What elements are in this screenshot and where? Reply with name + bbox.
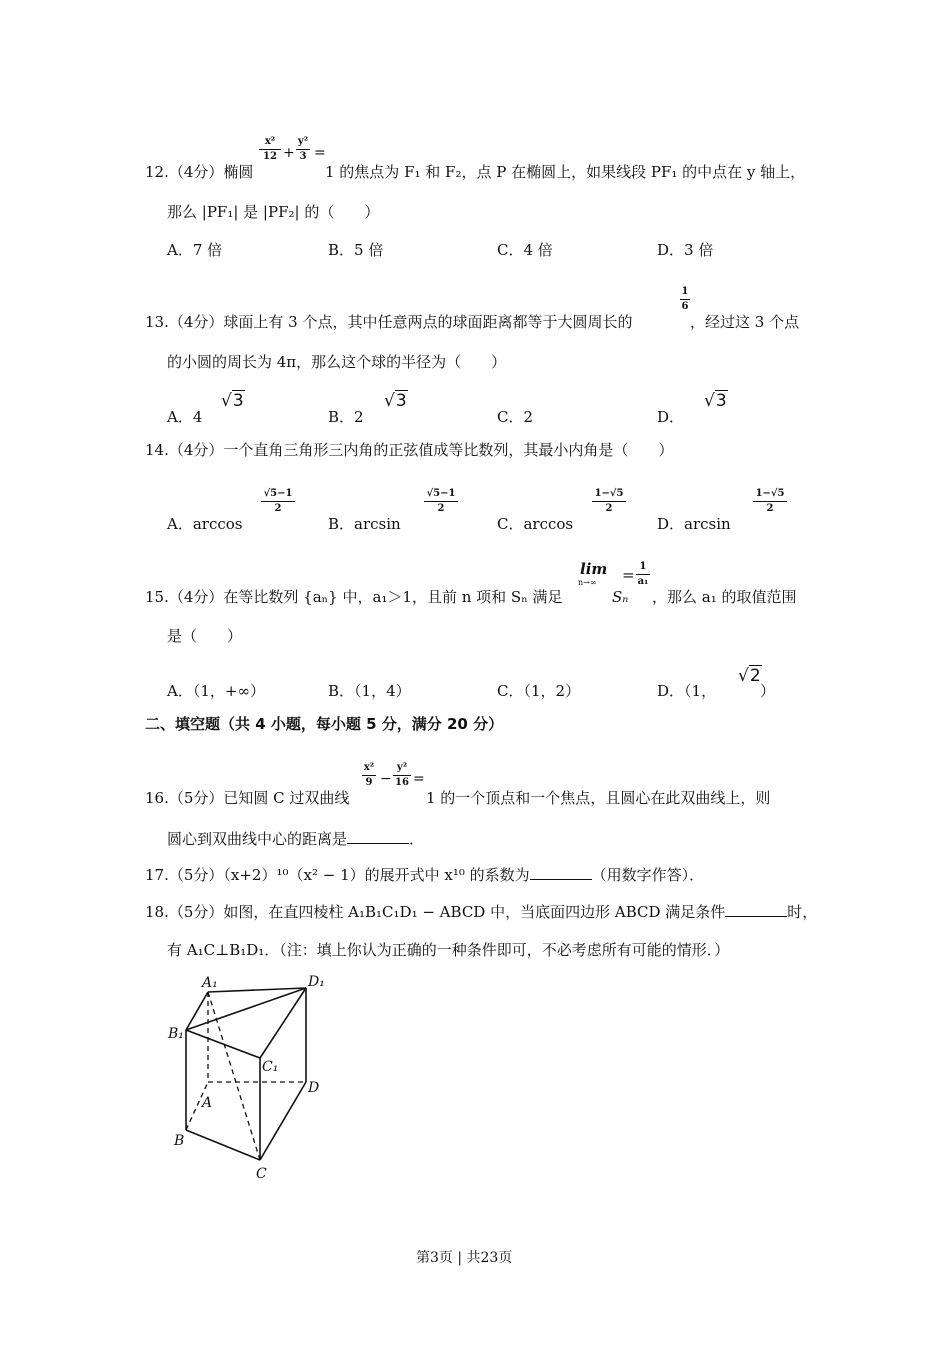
- q16-frac-y2-over-16: [393, 762, 411, 789]
- q16-frac1-den: 9: [365, 777, 373, 788]
- q16-frac-x2-over-9: [362, 762, 376, 789]
- q14-frac-c-num: 1−√5: [594, 488, 624, 499]
- q12-option-b: B．5 倍: [328, 241, 384, 259]
- q16-frac2-num: y²: [396, 762, 408, 773]
- q14-frac-a-num: √5−1: [263, 488, 293, 499]
- q12-rest: 1 的焦点为 F₁ 和 F₂，点 P 在椭圆上，如果线段 PF₁ 的中点在 y 轴上，: [325, 163, 806, 181]
- q13-radicand-a: 3: [232, 391, 244, 411]
- q14-option-d: D．arcsin: [657, 515, 731, 533]
- q16-rest: 1 的一个顶点和一个焦点，且圆心在此双曲线上，则: [426, 789, 771, 807]
- q16-answer-blank: [347, 829, 409, 844]
- prism-figure: [160, 970, 360, 1190]
- q12-option-d: D．3 倍: [657, 241, 714, 259]
- diagonal-a1-c-hidden: [208, 992, 260, 1160]
- q14-option-c: C．arccos: [497, 515, 574, 533]
- q17-line: [145, 864, 704, 885]
- q15-option-d-tail: ）: [760, 682, 776, 700]
- q14-frac-d-num: 1−√5: [755, 488, 785, 499]
- q14-frac-c-den: 2: [605, 503, 613, 514]
- q12-eq: =: [314, 145, 326, 161]
- q13-option-a: A．4: [167, 408, 203, 426]
- q15-line2: 是（ ）: [167, 627, 243, 645]
- edge-c-d: [260, 1082, 306, 1160]
- q14-frac-d-den: 2: [766, 503, 774, 514]
- q13-line1: 13.（4分）球面上有 3 个点，其中任意两点的球面距离都等于大圆周长的: [145, 313, 633, 331]
- q15-sqrt-d: √2: [738, 666, 761, 686]
- label-d: D: [308, 1080, 320, 1096]
- q15-option-a: A．（1，+∞）: [167, 682, 265, 700]
- q14-option-b: B．arcsin: [328, 515, 401, 533]
- q12-frac-x2-over-12: [259, 136, 281, 163]
- q12-frac-y2-over-3: [296, 136, 310, 163]
- q15-eq: =: [622, 566, 635, 584]
- q12-frac1-den: 12: [263, 151, 277, 162]
- q15-lim-sub: n→∞: [578, 578, 597, 587]
- q14-line1: 14.（4分）一个直角三角形三内角的正弦值成等比数列，其最小内角是（ ）: [145, 441, 674, 459]
- q13-sqrt-d: √3: [704, 391, 727, 411]
- q13-line1-tail: ，经过这 3 个点: [690, 313, 800, 331]
- q13-frac-1-over-6: [680, 286, 690, 313]
- q14-frac-b-num: √5−1: [426, 488, 456, 499]
- q12-frac2-den: 3: [299, 151, 307, 162]
- q15-lim: lim: [580, 560, 608, 578]
- q12-option-c: C．4 倍: [497, 241, 553, 259]
- q15-frac-num: 1: [639, 561, 647, 572]
- label-b1: B₁: [168, 1026, 184, 1042]
- q16-line2-tail: ．: [409, 830, 425, 848]
- q14-frac-a-den: 2: [274, 503, 282, 514]
- edge-b-c: [186, 1130, 260, 1160]
- q18-text: 18.（5分）如图，在直四棱柱 A₁B₁C₁D₁ − ABCD 中，当底面四边形 ABCD 满足条件: [145, 903, 726, 921]
- edge-b1-c1: [186, 1030, 260, 1058]
- q12-plus: +: [283, 145, 295, 161]
- edge-b1-d1: [186, 988, 306, 1030]
- q13-sqrt-b: √3: [384, 391, 407, 411]
- q16-frac2-den: 16: [395, 777, 409, 788]
- section-heading: 二、填空题（共 4 小题，每小题 5 分，满分 20 分）: [145, 715, 504, 733]
- label-c: C: [256, 1166, 267, 1182]
- q16-line2-text: 圆心到双曲线中心的距离是: [167, 830, 348, 848]
- q15-frac-1-over-a1: [636, 561, 650, 588]
- label-a: A: [202, 1095, 213, 1111]
- q13-frac-den: 6: [681, 301, 689, 312]
- q16-prefix: 16.（5分）已知圆 C 过双曲线: [145, 789, 350, 807]
- q14-frac-a: [261, 488, 295, 515]
- edge-c1-d1: [260, 988, 306, 1058]
- q12-frac2-num: y²: [297, 136, 309, 147]
- q18-line1: [145, 901, 817, 922]
- q15-option-c: C．（1，2）: [497, 682, 581, 700]
- q15-frac-den: a₁: [637, 576, 649, 587]
- q12-frac1-num: x²: [264, 136, 276, 147]
- q16-eq: =: [413, 771, 425, 787]
- q12-prefix: 12.（4分）椭圆: [145, 163, 254, 181]
- q12-option-a: A．7 倍: [167, 241, 223, 259]
- q13-radicand-b: 3: [395, 391, 407, 411]
- q14-frac-c: [592, 488, 626, 515]
- q13-option-c: C．2: [497, 408, 534, 426]
- edge-a1-d1: [208, 988, 306, 992]
- q13-option-b: B．2: [328, 408, 364, 426]
- q13-frac-num: 1: [681, 286, 689, 297]
- q16-frac1-num: x²: [363, 762, 375, 773]
- q13-sqrt-a: √3: [221, 391, 244, 411]
- label-b: B: [174, 1133, 185, 1149]
- q17-tail: （用数字作答）．: [591, 866, 705, 884]
- q16-line2: [167, 828, 424, 849]
- q14-option-a: A．arccos: [167, 515, 243, 533]
- q13-radicand-d: 3: [715, 391, 727, 411]
- q15-radicand-d: 2: [749, 666, 761, 686]
- q12-line2: 那么 |PF₁| 是 |PF₂| 的（ ）: [167, 203, 380, 221]
- label-d1: D₁: [308, 974, 325, 990]
- label-c1: C₁: [262, 1059, 279, 1075]
- q14-frac-b: [424, 488, 458, 515]
- q17-answer-blank: [530, 865, 592, 880]
- q15-option-d: D．（1，: [657, 682, 717, 700]
- q15-line1: 15.（4分）在等比数列 {aₙ} 中，a₁＞1，且前 n 项和 Sₙ 满足: [145, 588, 563, 606]
- q14-frac-b-den: 2: [437, 503, 445, 514]
- q15-line1-tail: ，那么 a₁ 的取值范围: [652, 588, 797, 606]
- q16-minus: −: [380, 771, 392, 787]
- q18-answer-blank: [725, 902, 787, 917]
- q18-line2: 有 A₁C⊥B₁D₁．（注：填上你认为正确的一种条件即可，不必考虑所有可能的情形．）: [167, 941, 730, 959]
- label-a1: A₁: [202, 975, 218, 991]
- q14-frac-d: [753, 488, 787, 515]
- q13-line2: 的小圆的周长为 4π，那么这个球的半径为（ ）: [167, 353, 507, 371]
- q13-option-d: D．: [657, 408, 685, 426]
- q18-line1-tail: 时，: [787, 903, 818, 921]
- q17-text: 17.（5分）（x+2）¹⁰（x² − 1）的展开式中 x¹⁰ 的系数为: [145, 866, 530, 884]
- q15-option-b: B．（1，4）: [328, 682, 411, 700]
- q15-lim-den: Sₙ: [612, 588, 629, 606]
- page-footer: 第3页 | 共23页: [416, 1250, 513, 1266]
